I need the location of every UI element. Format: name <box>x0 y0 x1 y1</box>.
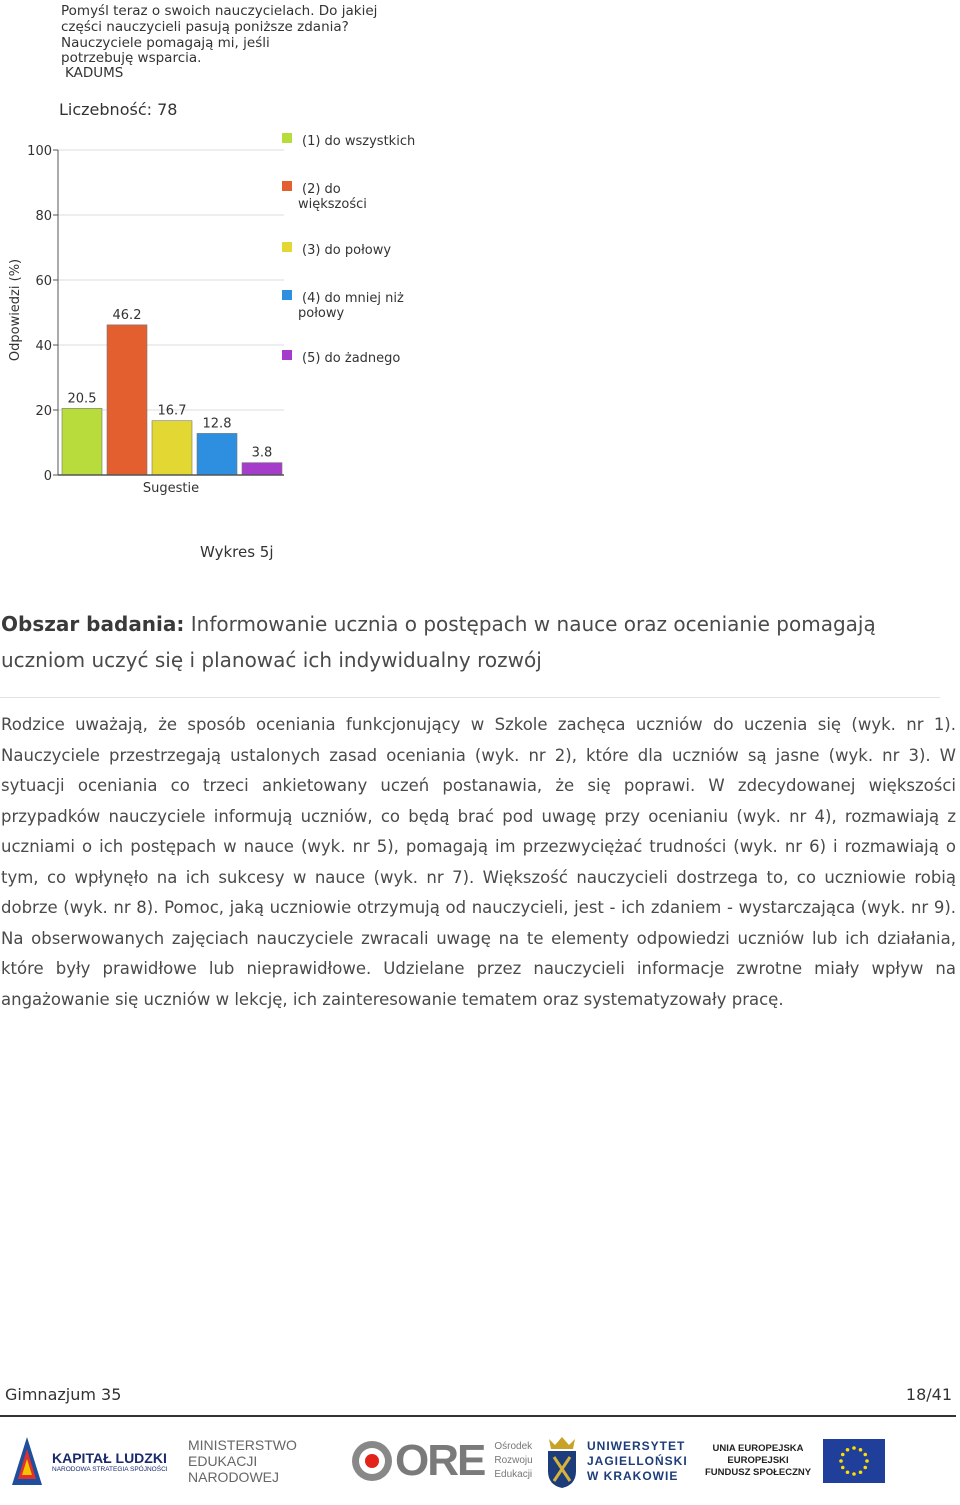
footer-page-number: 18/41 <box>905 1385 952 1404</box>
y-tick-label: 40 <box>35 339 52 354</box>
eu-star <box>846 1448 850 1452</box>
bar <box>62 408 102 475</box>
chart-title-line: Pomyśl teraz o swoich nauczycielach. Do jakiej <box>61 3 378 19</box>
y-tick-label: 80 <box>35 209 52 224</box>
ore-wordmark: ORE <box>395 1436 485 1485</box>
kapital-ludzki-tagline: NARODOWA STRATEGIA SPÓJNOŚCI <box>52 1465 168 1473</box>
legend-swatch <box>282 242 292 252</box>
eu-star <box>859 1448 863 1452</box>
chart-title <box>61 3 377 81</box>
y-axis-label: Odpowiedzi (%) <box>8 258 23 362</box>
eu-star <box>864 1453 868 1457</box>
ore-line-1: Ośrodek <box>494 1441 533 1452</box>
legend-label: (5) do żadnego <box>302 351 401 366</box>
eu-star <box>841 1453 845 1457</box>
eu-star <box>852 1446 856 1450</box>
eu-star <box>852 1472 856 1476</box>
sample-size-label: Liczebność: 78 <box>59 100 178 119</box>
bar <box>242 463 282 475</box>
kapital-ludzki-name: KAPITAŁ LUDZKI <box>52 1449 167 1466</box>
ue-efs-logo <box>705 1428 885 1494</box>
y-tick-label: 60 <box>35 274 52 289</box>
legend-label: połowy <box>298 306 345 321</box>
legend-label: (2) do <box>302 182 341 197</box>
body-paragraph: Rodzice uważają, że sposób oceniania funkcjonujący w Szkole zachęca uczniów do uczenia się (wyk. nr 1). Nauczyciele przestrzegają ustalonych zasad oceniania (wyk. nr 2), które dla uczniów są jasne (wyk. nr 3). W sytuacji oceniania co trzeci ankietowany uczeń postanawia, że się poprawi. W zdecydowanej większości przypadków nauczyciele informują uczniów, co będą brać pod uwagę przy ocenianiu (wyk. nr 4), rozmawiają z uczniami o ich postępach w nauce (wyk. nr 5), pomagają im przezwyciężać trudności (wyk. nr 6) i rozmawiają o tym, co wpłynęło na ich sukcesy w nauce (wyk. nr 7). Większość nauczycieli dostrzega to, co uczniowie robią dobrze (wyk. nr 8). Pomoc, jaką uczniowie otrzymują od nauczycieli, jest - ich zdaniem - wystarczająca (wyk. nr 9). Na obserwowanych zajęciach nauczyciele zwracali uwagę na te elementy odpowiedzi uczniów lub ich działania, które były prawidłowe lub nieprawidłowe. Udzielane przez nauczycieli informacje zwrotne miały wpływ na angażowanie się uczniów w lekcję, ich zainteresowanie tematem oraz systematyzowały pracę. <box>1 715 956 1009</box>
eu-star <box>839 1459 843 1463</box>
ue-line-3: FUNDUSZ SPOŁECZNY <box>705 1467 812 1478</box>
ue-line-1: UNIA EUROPEJSKA <box>712 1443 804 1454</box>
eu-star <box>841 1466 845 1470</box>
uj-line-2: JAGIELLOŃSKI <box>587 1453 688 1468</box>
ore-target-icon <box>350 1439 394 1483</box>
research-area-text: Informowanie ucznia o postępach w nauce oraz ocenianie pomagają uczniom uczyć się i planować ich indywidualny rozwój <box>1 612 876 672</box>
footer-school-name: Gimnazjum 35 <box>5 1385 122 1404</box>
bar <box>107 325 147 475</box>
legend-label: większości <box>298 197 367 212</box>
chart-legend <box>282 133 415 366</box>
legend-label: (3) do połowy <box>302 243 392 258</box>
kapital-ludzki-icon <box>10 1435 44 1487</box>
legend-swatch <box>282 290 292 300</box>
eu-star <box>864 1466 868 1470</box>
legend-label: (4) do mniej niż <box>302 291 404 306</box>
men-line-1: MINISTERSTWO <box>188 1437 297 1453</box>
legend-swatch <box>282 181 292 191</box>
uj-logo <box>545 1428 688 1494</box>
uj-line-3: W KRAKOWIE <box>587 1468 679 1483</box>
x-axis-label: Sugestie <box>142 481 200 496</box>
eu-star <box>865 1459 869 1463</box>
ue-line-2: EUROPEJSKI <box>727 1455 789 1466</box>
eu-flag-icon <box>823 1439 885 1483</box>
legend-swatch <box>282 133 292 143</box>
y-tick-label: 20 <box>35 404 52 419</box>
chart-title-line: części nauczycieli pasują poniższe zdania? <box>61 19 349 35</box>
chart-caption: Wykres 5j <box>200 543 274 561</box>
uj-crest-icon <box>545 1433 579 1489</box>
value-label: 12.8 <box>202 416 232 432</box>
y-axis-ticks <box>27 144 58 484</box>
footer-divider <box>0 1415 956 1417</box>
section-divider <box>0 697 940 698</box>
chart-title-line: potrzebuję wsparcia. <box>61 50 202 66</box>
value-label: 46.2 <box>112 307 142 323</box>
men-line-2: EDUKACJI <box>188 1453 258 1469</box>
legend-label: (1) do wszystkich <box>302 134 416 149</box>
research-area-heading <box>1 606 956 678</box>
chart-title-line: Nauczyciele pomagają mi, jeśli <box>61 35 270 51</box>
y-tick-label: 100 <box>27 144 52 159</box>
ore-line-2: Rozwoju <box>494 1455 533 1466</box>
uj-line-1: UNIWERSYTET <box>587 1438 686 1453</box>
value-label: 3.8 <box>251 445 273 461</box>
chart-title-line: KADUMS <box>65 65 124 81</box>
value-label: 16.7 <box>157 403 187 419</box>
ore-logo <box>350 1428 533 1494</box>
chart-gridlines <box>58 150 284 410</box>
men-logo <box>188 1428 297 1494</box>
bar <box>197 433 237 475</box>
y-tick-label: 0 <box>43 469 52 484</box>
survey-bar-chart <box>0 0 460 505</box>
kapital-ludzki-logo <box>10 1428 168 1494</box>
bar <box>152 421 192 475</box>
eu-star <box>859 1470 863 1474</box>
research-area-label: Obszar badania: <box>1 612 185 636</box>
eu-star <box>846 1470 850 1474</box>
men-line-3: NARODOWEJ <box>188 1469 279 1485</box>
value-label: 20.5 <box>67 391 97 407</box>
legend-swatch <box>282 350 292 360</box>
ore-line-3: Edukacji <box>494 1469 533 1480</box>
